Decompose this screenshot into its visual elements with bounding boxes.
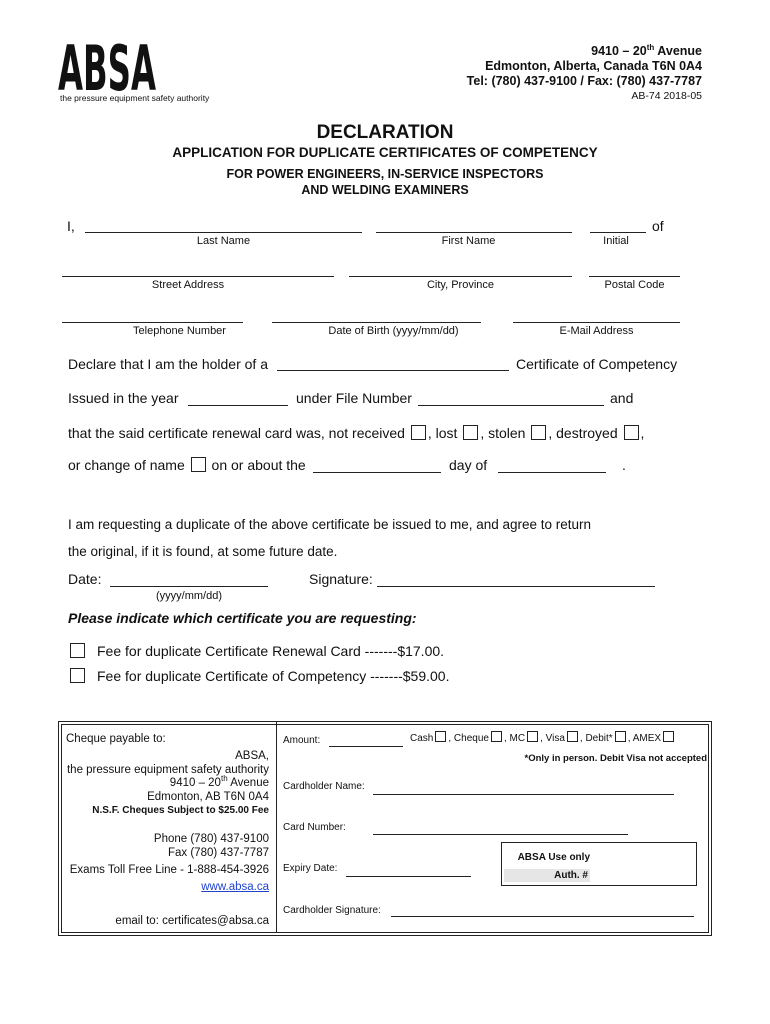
request-line-2: the original, if it is found, at some future date. [68,544,338,559]
day-of-text: day of [449,457,488,473]
payment-methods: Cash , Cheque , MC , Visa , Debit* , AMEX [410,731,676,744]
org-address [467,44,702,104]
title-line-1: APPLICATION FOR DUPLICATE CERTIFICATES OF COMPETENCY [172,145,598,160]
certificate-heading: Please indicate which certificate you are requesting: [68,610,417,626]
and-text: and [610,390,634,406]
initial-label: Initial [603,235,629,247]
certificate-type-field[interactable] [277,370,509,371]
nsf-note: N.S.F. Cheques Subject to $25.00 Fee [92,805,269,816]
initial-field[interactable] [590,232,646,233]
option-competency: Fee for duplicate Certificate of Competency -------$59.00. [68,668,449,684]
option-renewal-card: Fee for duplicate Certificate Renewal Card -------$17.00. [68,643,444,659]
toll-free: Exams Toll Free Line - 1-888-454-3926 [69,864,269,876]
cardholder-name-field[interactable] [373,794,674,795]
phone-fax: Tel: (780) 437-9100 / Fax: (780) 437-7787 [466,74,702,88]
certificate-text: Certificate of Competency [516,356,678,372]
change-line: or change of name on or about the [68,457,306,473]
last-name-field[interactable] [85,232,362,233]
phone-field[interactable] [62,322,243,323]
debit-checkbox[interactable] [615,731,626,742]
date-field[interactable] [110,586,268,587]
period-text: . [622,457,626,473]
title-line-3: AND WELDING EXAMINERS [301,183,469,197]
request-line-1: I am requesting a duplicate of the above certificate be issued to me, and agree to return [68,517,592,532]
card-number-field[interactable] [373,834,628,835]
of-label: of [652,218,664,234]
email-field[interactable] [513,322,680,323]
amount-label: Amount: [283,735,321,746]
city-label: City, Province [426,279,495,291]
amex-checkbox[interactable] [663,731,674,742]
street-address: 9410 – 20th Avenue [591,42,702,58]
contact-info [62,832,269,894]
visa-checkbox[interactable] [567,731,578,742]
holder-text: Declare that I am the holder of a [68,356,268,372]
signature-field[interactable] [377,586,655,587]
mc-checkbox[interactable] [527,731,538,742]
postal-field[interactable] [589,276,680,277]
logo-text: ABSA [58,32,157,94]
change-of-name-checkbox[interactable] [191,457,206,472]
tagline: the pressure equipment safety authority [60,93,210,103]
renewal-card-checkbox[interactable] [70,643,85,658]
cardholder-signature-label: Cardholder Signature: [283,905,381,916]
cardholder-signature-field[interactable] [391,916,694,917]
page-title: DECLARATION [316,122,454,143]
street-label: Street Address [151,279,225,291]
street-field[interactable] [62,276,334,277]
cheque-checkbox[interactable] [491,731,502,742]
issued-year-field[interactable] [188,405,288,406]
first-name-label: First Name [441,235,496,247]
cardholder-name-label: Cardholder Name: [283,781,365,792]
payment-phone: Phone (780) 437-9100 [153,833,269,845]
cash-checkbox[interactable] [435,731,446,742]
website-link[interactable]: www.absa.ca [201,881,269,893]
date-label: Date: [68,571,102,587]
absa-logo-icon [58,32,158,94]
phone-label: Telephone Number [133,325,226,337]
absa-logo [58,32,158,99]
not-received-checkbox[interactable] [411,425,426,440]
i-label: I, [67,218,75,234]
email-label: E-Mail Address [559,325,634,337]
auth-label: Auth. # [554,870,588,881]
in-person-note: *Only in person. Debit Visa not accepted [524,753,707,764]
renewal-line: that the said certificate renewal card was, not received , lost , stolen , destroyed , [68,425,645,441]
cheque-payable-label: Cheque payable to: [66,733,166,745]
expiry-label: Expiry Date: [283,863,338,874]
payment-divider [276,722,277,933]
signature-label: Signature: [309,571,373,587]
file-number-field[interactable] [418,405,604,406]
stolen-checkbox[interactable] [531,425,546,440]
absa-use-box [501,842,697,886]
issued-text: Issued in the year [68,390,179,406]
city-line: Edmonton, Alberta, Canada T6N 0A4 [485,59,702,73]
day-field[interactable] [313,472,441,473]
dob-label: Date of Birth (yyyy/mm/dd) [328,325,459,337]
mailing-address: ABSA, the pressure equipment safety authority 9410 – 20th Avenue Edmonton, AB T6N 0A4 N.S.F. Cheques Subject to $25.00 Fee [62,750,269,818]
date-format-label: (yyyy/mm/dd) [156,590,222,602]
first-name-field[interactable] [376,232,572,233]
lost-checkbox[interactable] [463,425,478,440]
competency-checkbox[interactable] [70,668,85,683]
file-number-text: under File Number [296,390,412,406]
city-field[interactable] [349,276,572,277]
payment-fax: Fax (780) 437-7787 [167,847,269,859]
expiry-field[interactable] [346,876,471,877]
month-field[interactable] [498,472,606,473]
destroyed-checkbox[interactable] [624,425,639,440]
last-name-label: Last Name [196,235,251,247]
dob-field[interactable] [272,322,481,323]
card-number-label: Card Number: [283,822,346,833]
title-line-2: FOR POWER ENGINEERS, IN-SERVICE INSPECTORS [226,167,544,181]
absa-use-label: ABSA Use only [517,852,590,863]
postal-label: Postal Code [604,279,665,291]
form-code: AB-74 2018-05 [631,90,702,102]
email-contact: email to: certificates@absa.ca [115,915,269,927]
amount-field[interactable] [329,746,403,747]
